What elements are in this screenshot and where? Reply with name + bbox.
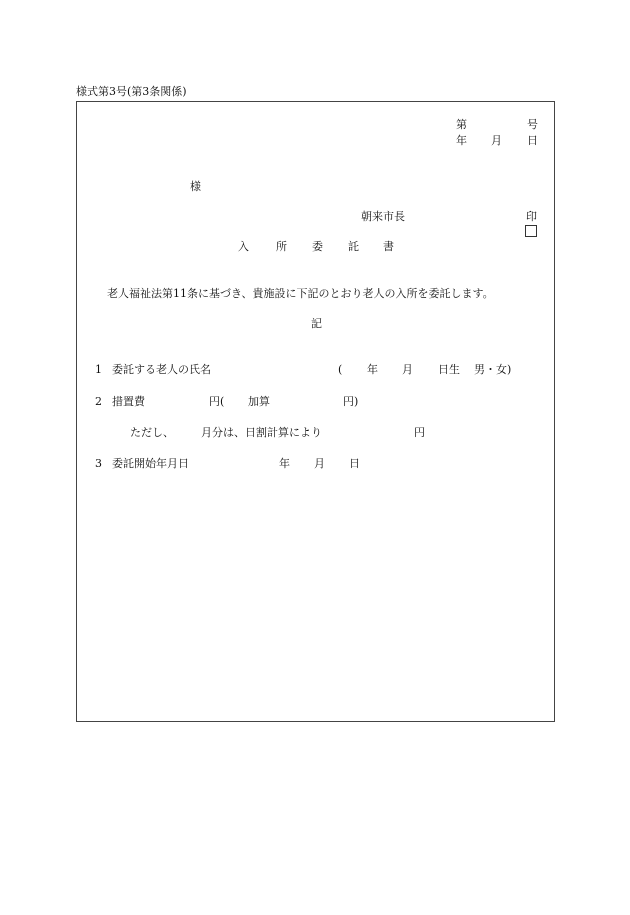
form-number: 様式第3号(第3条関係)	[76, 85, 187, 98]
recipient-suffix: 様	[190, 180, 201, 193]
item1-gender: 男・女)	[474, 363, 512, 376]
ki-label: 記	[311, 317, 322, 330]
item1-tsuki: 月	[402, 363, 413, 376]
item1-birth: 日生	[438, 363, 460, 376]
header-dai: 第	[456, 118, 467, 131]
header-tsuki: 月	[491, 134, 502, 147]
title-char-3: 委	[312, 240, 323, 253]
seal-box	[525, 225, 537, 237]
body-text: 老人福祉法第11条に基づき、貴施設に下記のとおり老人の入所を委託します。	[107, 287, 494, 300]
sender-name: 朝来市長	[361, 210, 405, 223]
item2-number: 2	[95, 395, 102, 408]
title-char-5: 書	[383, 240, 394, 253]
item1-open-paren: (	[338, 363, 343, 376]
header-gou: 号	[527, 118, 538, 131]
header-hi: 日	[527, 134, 538, 147]
item3-tsuki: 月	[314, 457, 325, 470]
item1-nen: 年	[367, 363, 378, 376]
proviso-month-part: 月分は、日割計算により	[201, 426, 322, 439]
form-border	[76, 101, 555, 722]
item2-label: 措置費	[112, 395, 145, 408]
item1-number: 1	[95, 363, 102, 376]
proviso-yen: 円	[414, 426, 425, 439]
header-nen: 年	[456, 134, 467, 147]
title-char-1: 入	[238, 240, 249, 253]
item3-hi: 日	[349, 457, 360, 470]
item2-yen-close: 円)	[343, 395, 359, 408]
item2-kasan: 加算	[248, 395, 270, 408]
item3-number: 3	[95, 457, 102, 470]
item3-nen: 年	[279, 457, 290, 470]
title-char-2: 所	[276, 240, 287, 253]
item3-label: 委託開始年月日	[112, 457, 189, 470]
item1-label: 委託する老人の氏名	[112, 363, 211, 376]
item2-yen-open: 円(	[209, 395, 225, 408]
seal-label: 印	[526, 210, 537, 223]
proviso-tadashi: ただし、	[130, 426, 174, 439]
title-char-4: 託	[348, 240, 359, 253]
